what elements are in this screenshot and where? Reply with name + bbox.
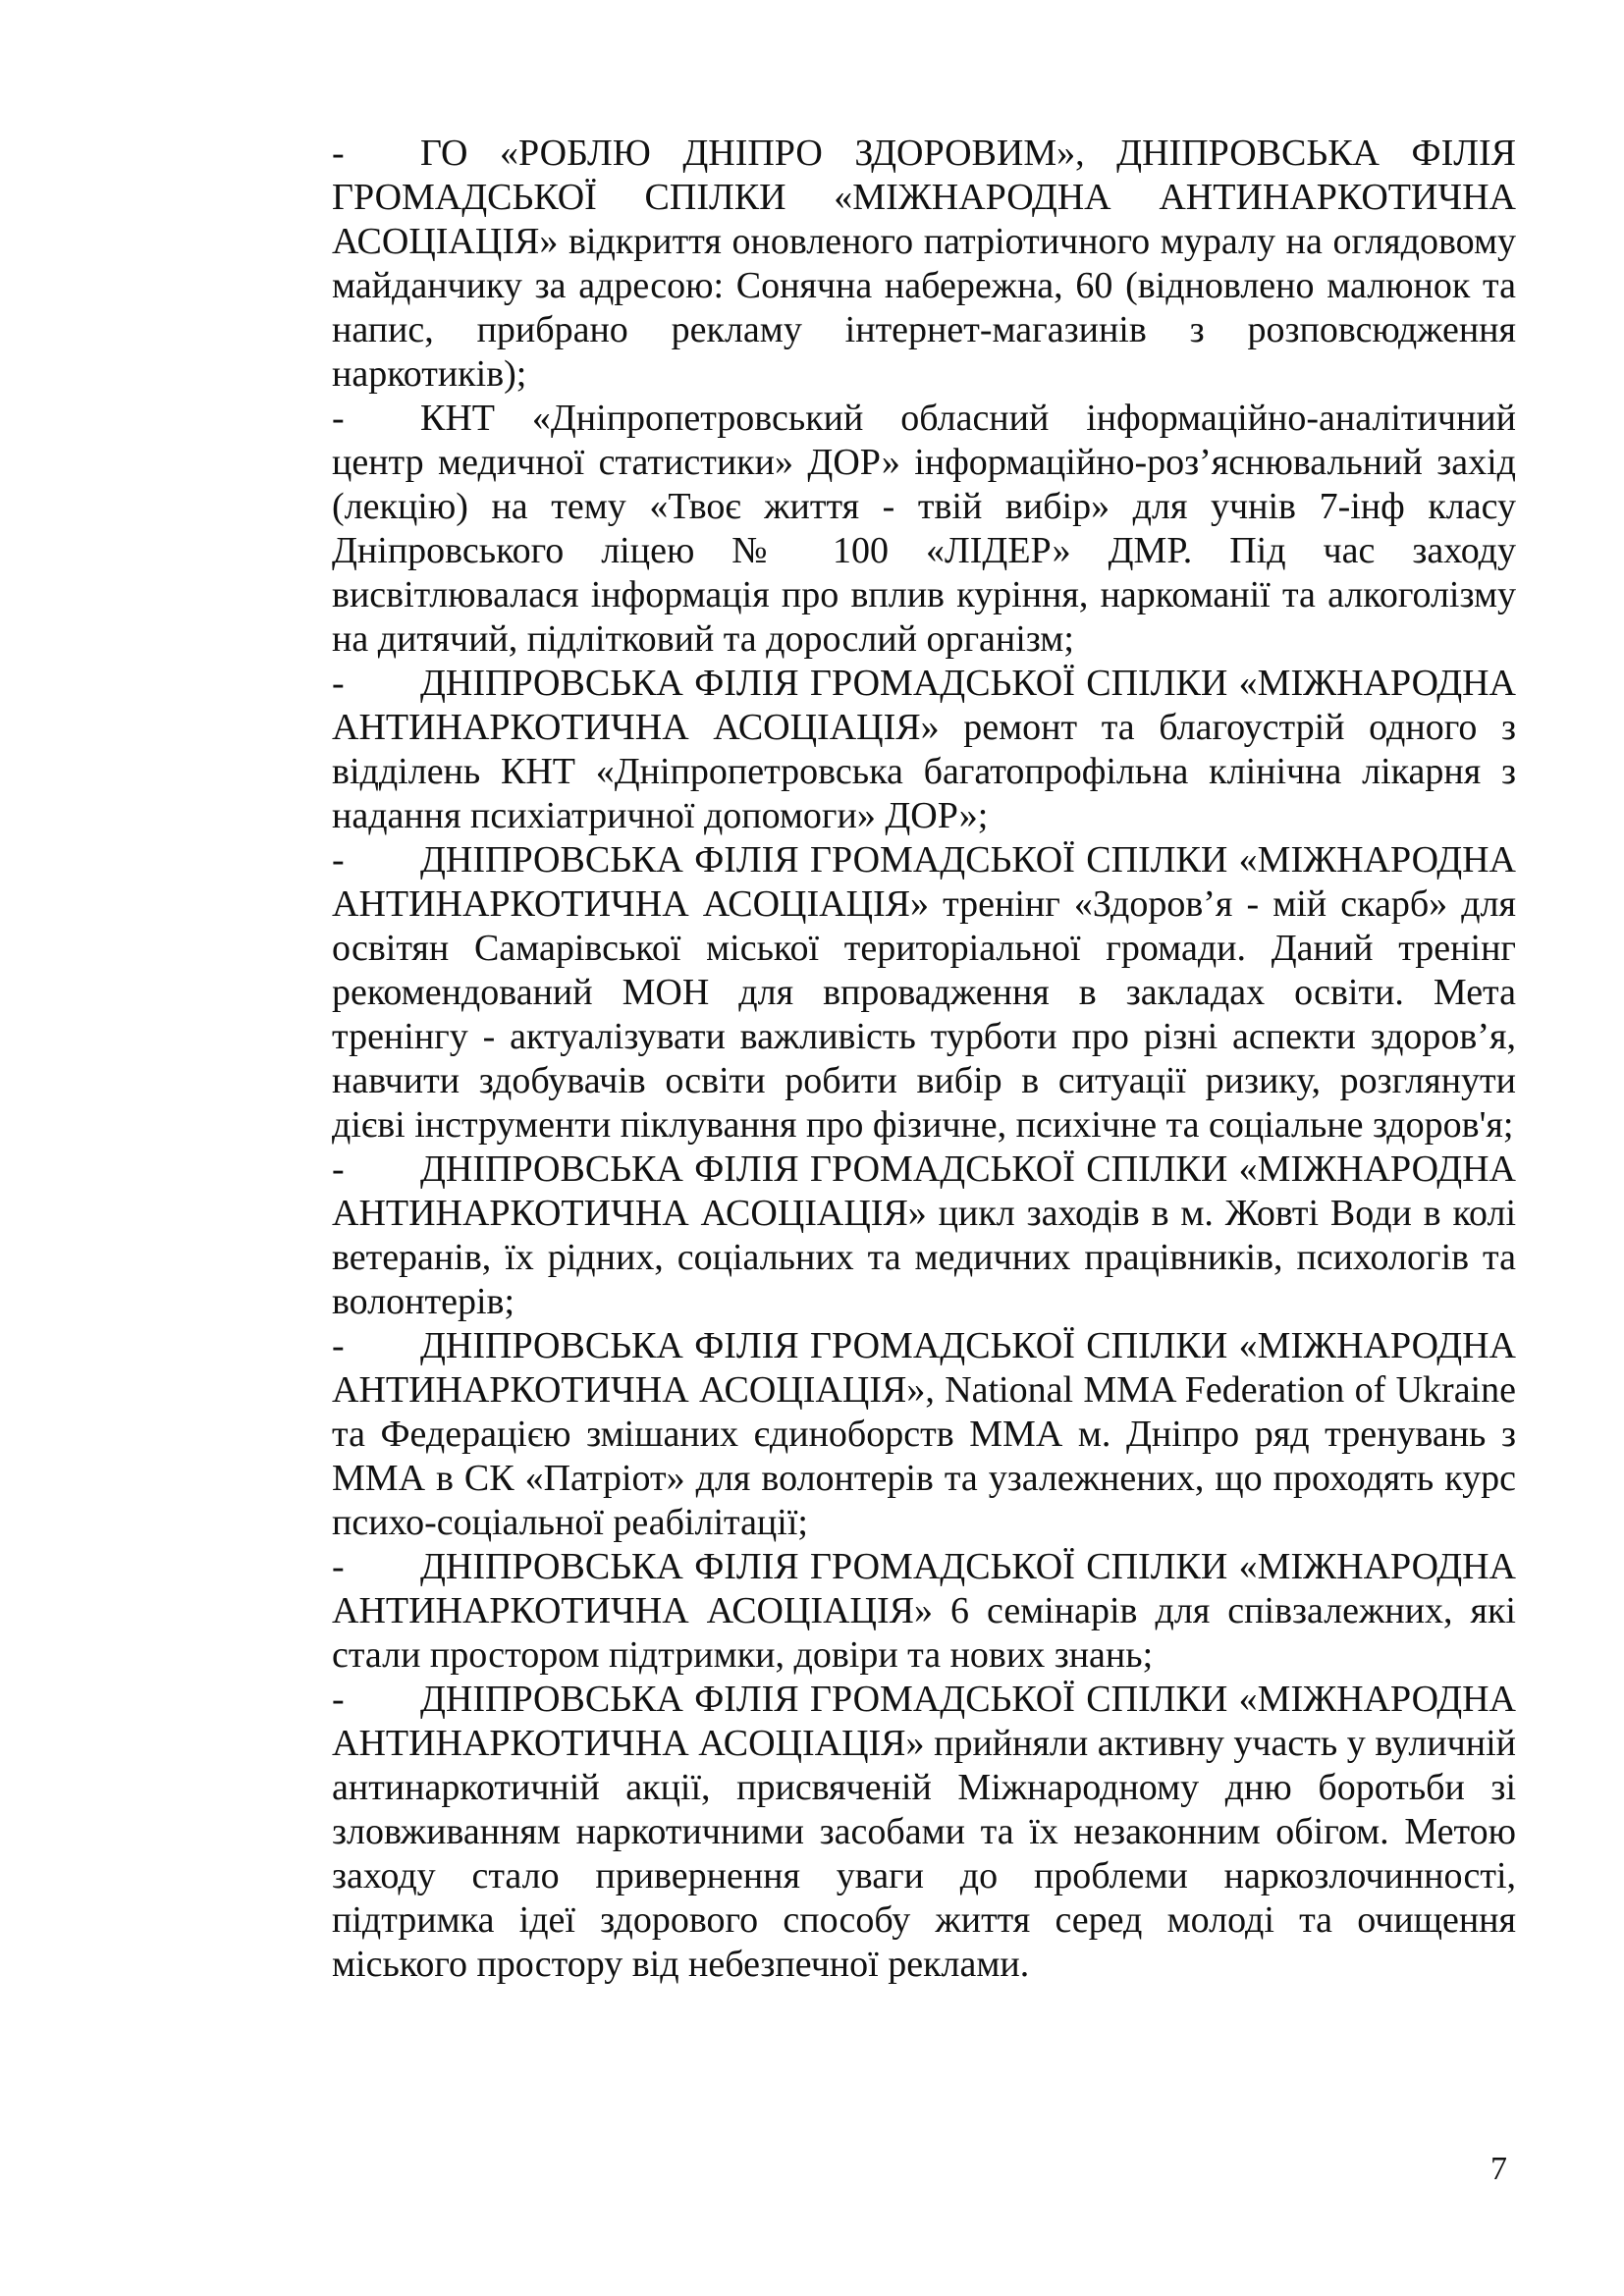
page-number: 7 — [1490, 2151, 1507, 2187]
list-marker: - — [332, 1546, 345, 1587]
list-item-text: КНТ «Дніпропетровський обласний інформаційно-аналітичний центр медичної статистики» ДОР» інформаційно-роз’яснювальний захід (лекцію) на тему «Твоє життя - твій вибір» для учнів 7-інф класу Дніпровського ліцею № 100 «ЛІДЕР» ДМР. Під час заходу висвітлювалася інформація про вплив куріння, наркоманії та алкоголізму на дитячий, підлітковий та дорослий організм; — [332, 398, 1516, 660]
list-item — [332, 838, 1516, 1148]
list-marker: - — [332, 398, 345, 439]
list-marker: - — [332, 133, 345, 174]
list-item-text: ДНІПРОВСЬКА ФІЛІЯ ГРОМАДСЬКОЇ СПІЛКИ «МІЖНАРОДНА АНТИНАРКОТИЧНА АСОЦІАЦІЯ» прийняли активну участь у вуличній антинаркотичній акції, присвяченій Міжнародному дню боротьби зі зловживанням наркотичними засобами та їх незаконним обігом. Метою заходу стало привернення уваги до проблеми наркозлочинності, підтримка ідеї здорового способу життя серед молоді та очищення міського простору від небезпечної реклами. — [332, 1679, 1516, 1985]
list-item-text: ДНІПРОВСЬКА ФІЛІЯ ГРОМАДСЬКОЇ СПІЛКИ «МІЖНАРОДНА АНТИНАРКОТИЧНА АСОЦІАЦІЯ» 6 семінарів для співзалежних, які стали простором підтримки, довіри та нових знань; — [332, 1546, 1516, 1676]
list-marker: - — [332, 663, 345, 704]
list-item — [332, 1148, 1516, 1324]
list-item — [332, 662, 1516, 838]
list-marker: - — [332, 839, 345, 881]
list-item — [332, 1678, 1516, 1987]
list-item-text: ДНІПРОВСЬКА ФІЛІЯ ГРОМАДСЬКОЇ СПІЛКИ «МІЖНАРОДНА АНТИНАРКОТИЧНА АСОЦІАЦІЯ» ремонт та благоустрій одного з відділень КНТ «Дніпропетровська багатопрофільна клінічна лікарня з надання психіатричної допомоги» ДОР»; — [332, 663, 1516, 836]
list-marker: - — [332, 1325, 345, 1366]
list-marker: - — [332, 1679, 345, 1720]
list-item — [332, 132, 1516, 397]
list-item — [332, 1324, 1516, 1545]
list-item-text: ДНІПРОВСЬКА ФІЛІЯ ГРОМАДСЬКОЇ СПІЛКИ «МІЖНАРОДНА АНТИНАРКОТИЧНА АСОЦІАЦІЯ», National MMA Federation of Ukraine та Федерацією змішаних єдиноборств ММА м. Дніпро ряд тренувань з ММА в СК «Патріот» для волонтерів та узалежнених, що проходять курс психо-соціальної реабілітації; — [332, 1325, 1516, 1543]
list-item-text: ДНІПРОВСЬКА ФІЛІЯ ГРОМАДСЬКОЇ СПІЛКИ «МІЖНАРОДНА АНТИНАРКОТИЧНА АСОЦІАЦІЯ» цикл заходів в м. Жовті Води в колі ветеранів, їх рідних, соціальних та медичних працівників, психологів та волонтерів; — [332, 1148, 1516, 1322]
list-item — [332, 397, 1516, 662]
list-item-text: ГО «РОБЛЮ ДНІПРО ЗДОРОВИМ», ДНІПРОВСЬКА ФІЛІЯ ГРОМАДСЬКОЇ СПІЛКИ «МІЖНАРОДНА АНТИНАРКОТИЧНА АСОЦІАЦІЯ» відкриття оновленого патріотичного муралу на оглядовому майданчику за адресою: Сонячна набережна, 60 (відновлено малюнок та напис, прибрано рекламу інтернет-магазинів з розповсюдження наркотиків); — [332, 133, 1516, 395]
list-marker: - — [332, 1148, 345, 1190]
list-item — [332, 1545, 1516, 1678]
list-item-text: ДНІПРОВСЬКА ФІЛІЯ ГРОМАДСЬКОЇ СПІЛКИ «МІЖНАРОДНА АНТИНАРКОТИЧНА АСОЦІАЦІЯ» тренінг «Здоров’я - мій скарб» для освітян Самарівської міської територіальної громади. Даний тренінг рекомендований МОН для впровадження в закладах освіти. Мета тренінгу - актуалізувати важливість турботи про різні аспекти здоров’я, навчити здобувачів освіти робити вибір в ситуації ризику, розглянути дієві інструменти піклування про фізичне, психічне та соціальне здоров'я; — [332, 839, 1516, 1146]
page-body — [332, 132, 1516, 1987]
